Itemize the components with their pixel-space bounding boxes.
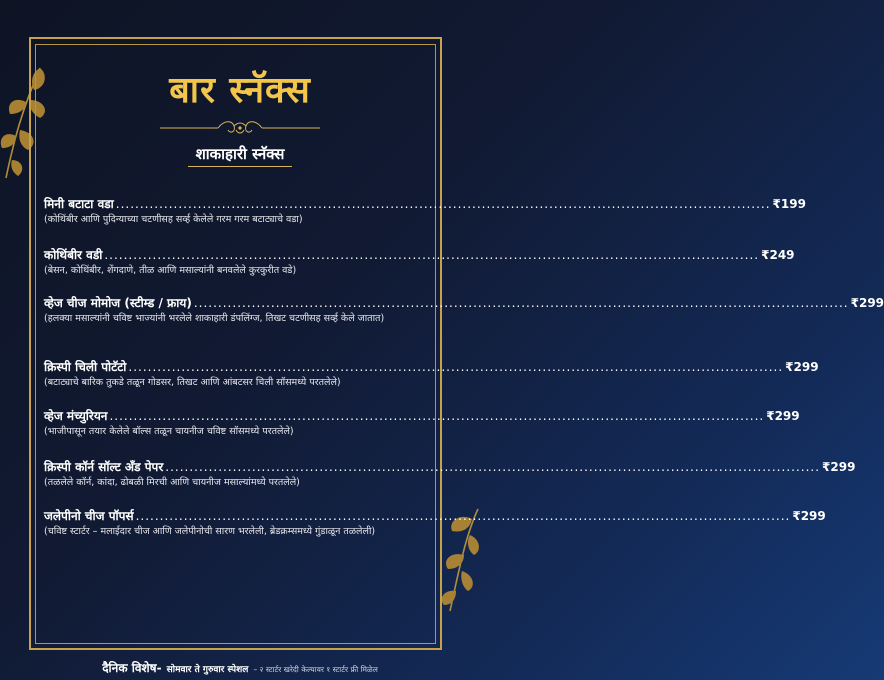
flourish-ornament-icon — [160, 118, 320, 138]
menu-item-description: (भाजीपासून तयार केलेले बॉल्स तळून चायनीज चविष्ट सॉसमध्ये परतलेले) — [44, 426, 294, 437]
menu-item-price: ₹299 — [822, 460, 856, 474]
menu-item-description: (बेसन, कोथिंबीर, शेंगदाणे, तीळ आणि मसाल्यांनी बनवलेले कुरकुरीत वडे) — [44, 265, 297, 276]
menu-item-leader-dots: ........................................................................................................................................ — [193, 296, 849, 310]
daily-special-offer: – २ स्टार्टर खरेदी केल्यावर १ स्टार्टर फ्री मिळेल — [253, 665, 378, 674]
menu-item — [44, 407, 800, 439]
menu-item — [44, 507, 826, 539]
menu-item — [44, 294, 884, 326]
menu-item-price: ₹199 — [772, 197, 806, 211]
menu-item — [44, 358, 819, 390]
menu-item-leader-dots: ........................................................................................................................................ — [165, 460, 821, 474]
section-heading: शाकाहारी स्नॅक्स — [195, 145, 285, 163]
menu-item-name: जलेपीनो चीज पॉपर्स — [44, 509, 134, 523]
menu-item-leader-dots: ........................................................................................................................................ — [109, 409, 765, 423]
menu-item-leader-dots: ........................................................................................................................................ — [135, 509, 791, 523]
menu-item-price: ₹299 — [785, 360, 819, 374]
menu-item-leader-dots: ........................................................................................................................................ — [128, 360, 784, 374]
menu-item-price: ₹299 — [792, 509, 826, 523]
menu-item-description: (तळलेले कॉर्न, कांदा, ढोबळी मिरची आणि चायनीज मसाल्यांमध्ये परतलेले) — [44, 477, 300, 488]
daily-special-days: सोमवार ते गुरुवार स्पेशल — [166, 665, 249, 675]
menu-item-description: (बटाट्याचे बारिक तुकडे तळून गोडसर, तिखट आणि आंबटसर चिली सॉसमध्ये परतलेले) — [44, 377, 341, 388]
daily-special-footer — [0, 657, 480, 676]
menu-item-name: व्हेज मंच्युरियन — [44, 409, 108, 423]
menu-item-leader-dots: ........................................................................................................................................ — [115, 197, 771, 211]
menu-item-price: ₹249 — [761, 248, 795, 262]
menu-item-leader-dots: ........................................................................................................................................ — [104, 248, 760, 262]
menu-item-description: (कोथिंबीर आणि पुदिन्याच्या चटणीसह सर्व्ह केलेले गरम गरम बटाट्याचे वडा) — [44, 214, 303, 225]
menu-item-name: मिनी बटाटा वडा — [44, 197, 114, 211]
menu-item-name: कोथिंबीर वडी — [44, 248, 103, 262]
menu-item-name: क्रिस्पी कॉर्न सॉल्ट अँड पेपर — [44, 460, 164, 474]
menu-item — [44, 195, 806, 227]
section-underline — [188, 166, 292, 167]
daily-special-label: दैनिक विशेष- — [102, 661, 162, 675]
menu-title: बार स्नॅक्स — [169, 69, 311, 111]
menu-item-name: क्रिस्पी चिली पोटॅटो — [44, 360, 127, 374]
menu-item — [44, 458, 856, 490]
menu-item — [44, 246, 795, 278]
menu-item-description: (चविष्ट स्टार्टर – मलाईदार चीज आणि जलेपीनोची सारण भरलेली, ब्रेडक्रम्समध्ये गुंडाळून तळलेली) — [44, 526, 376, 537]
menu-item-price: ₹299 — [766, 409, 800, 423]
menu-item-price: ₹299 — [850, 296, 884, 310]
menu-item-description: (हलक्या मसाल्यांनी चविष्ट भाज्यांनी भरलेले शाकाहारी डंपलिंग्ज, तिखट चटणीसह सर्व्ह केले जातात) — [44, 313, 385, 324]
menu-item-name: व्हेज चीज मोमोज (स्टीम्ड / फ्राय) — [44, 296, 192, 310]
